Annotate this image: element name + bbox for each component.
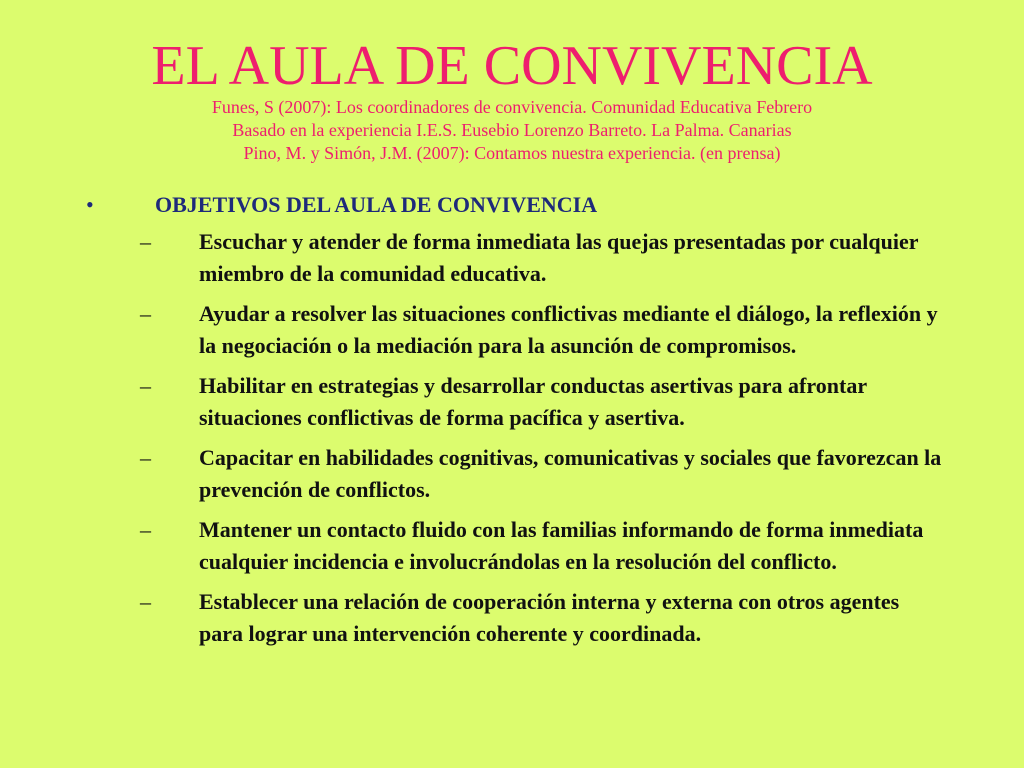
dash-icon: – <box>140 445 151 470</box>
list-item <box>0 370 1024 434</box>
dash-icon: – <box>140 517 151 542</box>
slide-title: EL AULA DE CONVIVENCIA <box>151 35 873 97</box>
list-item-text: Establecer una relación de cooperación interna y externa con otros agentes para lograr una intervención coherente y coordinada. <box>199 589 900 646</box>
bullet-row <box>0 190 1024 222</box>
subtitle-line: Pino, M. y Simón, J.M. (2007): Contamos nuestra experiencia. (en prensa) <box>243 143 781 163</box>
list-item <box>0 514 1024 578</box>
section-heading: OBJETIVOS DEL AULA DE CONVIVENCIA <box>155 192 598 217</box>
subtitle-line: Basado en la experiencia I.E.S. Eusebio Lorenzo Barreto. La Palma. Canarias <box>232 120 792 140</box>
list-item-text: Capacitar en habilidades cognitivas, comunicativas y sociales que favorezcan la prevención de conflictos. <box>199 445 942 502</box>
list-item-text: Ayudar a resolver las situaciones conflictivas mediante el diálogo, la reflexión y la negociación o la mediación para la asunción de compromisos. <box>199 301 938 358</box>
objectives-list <box>0 226 1024 650</box>
content <box>0 190 1024 658</box>
subtitle-line: Funes, S (2007): Los coordinadores de convivencia. Comunidad Educativa Febrero <box>211 97 813 117</box>
list-item <box>0 298 1024 362</box>
dash-icon: – <box>140 229 151 254</box>
list-item <box>0 586 1024 650</box>
list-item-text: Habilitar en estrategias y desarrollar conductas asertivas para afrontar situaciones conflictivas de forma pacífica y asertiva. <box>199 373 867 430</box>
dash-icon: – <box>140 301 151 326</box>
bullet-icon: • <box>86 192 94 217</box>
dash-icon: – <box>140 589 151 614</box>
title-block <box>40 36 984 165</box>
dash-icon: – <box>140 373 151 398</box>
list-item-text: Escuchar y atender de forma inmediata las quejas presentadas por cualquier miembro de la comunidad educativa. <box>199 229 919 286</box>
list-item <box>0 442 1024 506</box>
list-item <box>0 226 1024 290</box>
list-item-text: Mantener un contacto fluido con las familias informando de forma inmediata cualquier incidencia e involucrándolas en la resolución del conflicto. <box>199 517 924 574</box>
